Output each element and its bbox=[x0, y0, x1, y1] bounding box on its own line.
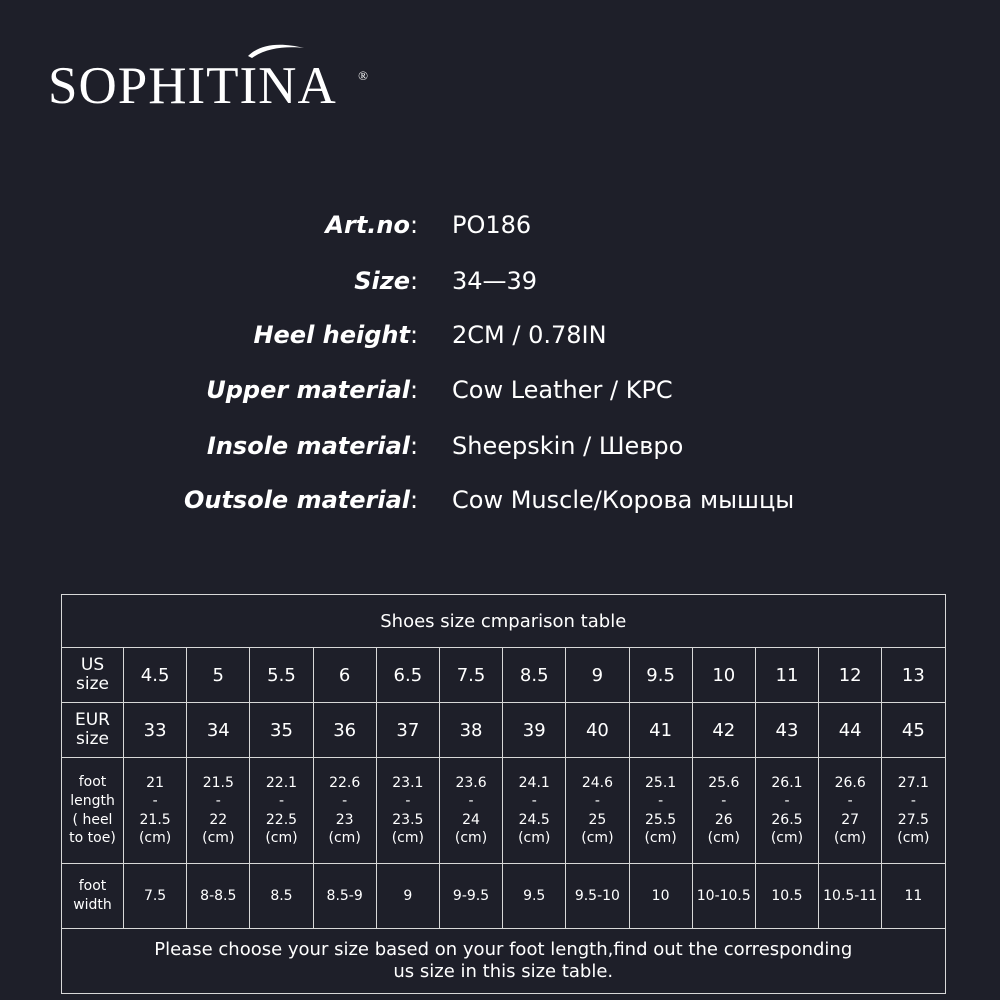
spec-row-art-no bbox=[0, 205, 1000, 245]
spec-row-outsole-material bbox=[0, 480, 1000, 520]
foot-length-line: (cm) bbox=[265, 829, 298, 846]
us-size-cell: 11 bbox=[755, 648, 818, 703]
foot-length-cell bbox=[692, 758, 755, 864]
spec-colon: : bbox=[410, 321, 419, 349]
eur-size-cell: 44 bbox=[819, 703, 882, 758]
foot-length-line: - bbox=[721, 793, 727, 810]
eur-size-cell: 33 bbox=[124, 703, 187, 758]
foot-length-line: 23.5 bbox=[392, 811, 424, 828]
foot-length-line: 22.1 bbox=[265, 775, 298, 792]
foot-width-cell: 8-8.5 bbox=[187, 864, 250, 929]
foot-length-line: - bbox=[215, 793, 221, 810]
us-size-cell: 8.5 bbox=[503, 648, 566, 703]
foot-length-line: 26.6 bbox=[834, 775, 866, 792]
eur-size-cell: 41 bbox=[629, 703, 692, 758]
size-comparison-table bbox=[61, 594, 946, 994]
header-line: size bbox=[76, 674, 109, 694]
spec-row-insole-material bbox=[0, 426, 1000, 466]
foot-length-line: (cm) bbox=[391, 829, 424, 846]
foot-length-line: - bbox=[784, 793, 790, 810]
foot-length-line: (cm) bbox=[770, 829, 804, 846]
foot-length-cell bbox=[439, 758, 502, 864]
foot-length-line: 26.5 bbox=[771, 811, 803, 828]
foot-length-line: 23 bbox=[335, 811, 354, 828]
foot-length-line: 26.1 bbox=[771, 775, 803, 792]
brand-logo bbox=[48, 40, 388, 120]
spec-label: Art.no bbox=[325, 211, 410, 239]
foot-length-line: 22.6 bbox=[329, 775, 361, 792]
foot-width-header bbox=[62, 864, 124, 929]
foot-length-row bbox=[62, 758, 946, 864]
foot-width-cell: 10.5-11 bbox=[819, 864, 882, 929]
eur-size-cell: 38 bbox=[439, 703, 502, 758]
spec-row-size bbox=[0, 261, 1000, 301]
foot-length-header bbox=[62, 758, 124, 864]
spec-value: 34—39 bbox=[452, 267, 538, 295]
foot-width-cell: 9-9.5 bbox=[439, 864, 502, 929]
spec-colon: : bbox=[410, 432, 419, 460]
brand-name: SOPHITINA bbox=[48, 57, 337, 115]
foot-length-line: 27 bbox=[841, 811, 860, 828]
foot-length-cell bbox=[250, 758, 313, 864]
foot-length-line: (cm) bbox=[834, 829, 867, 846]
foot-length-line: 25.5 bbox=[645, 811, 677, 828]
foot-length-line: (cm) bbox=[581, 829, 614, 846]
foot-length-line: - bbox=[342, 793, 348, 810]
us-size-cell: 12 bbox=[819, 648, 882, 703]
foot-width-cell: 10-10.5 bbox=[692, 864, 755, 929]
foot-length-line: (cm) bbox=[454, 829, 488, 846]
foot-length-line: (cm) bbox=[518, 829, 551, 846]
foot-length-line: (cm) bbox=[644, 829, 677, 846]
us-size-cell: 6.5 bbox=[376, 648, 439, 703]
spec-value: PO186 bbox=[452, 211, 532, 239]
spec-label: Outsole material bbox=[183, 486, 410, 514]
note-line: Please choose your size based on your foot length,find out the corresponding bbox=[154, 938, 853, 960]
header-line: ( heel bbox=[72, 811, 113, 828]
spec-value: 2CM / 0.78IN bbox=[452, 321, 607, 349]
foot-width-cell: 11 bbox=[882, 864, 945, 929]
foot-length-line: - bbox=[847, 793, 853, 810]
foot-length-line: 24.6 bbox=[581, 775, 613, 792]
foot-length-line: (cm) bbox=[707, 829, 740, 846]
foot-width-cell: 8.5 bbox=[250, 864, 313, 929]
foot-length-line: 21.5 bbox=[202, 775, 234, 792]
foot-length-line: 21 bbox=[146, 775, 164, 792]
foot-length-line: 23.6 bbox=[455, 775, 487, 792]
eur-size-cell: 35 bbox=[250, 703, 313, 758]
spec-value: Sheepskin / Шевро bbox=[452, 432, 684, 460]
us-size-cell: 10 bbox=[692, 648, 755, 703]
foot-width-cell: 9 bbox=[376, 864, 439, 929]
foot-length-line: - bbox=[910, 793, 916, 810]
spec-value: Cow Muscle/Корова мышцы bbox=[452, 486, 795, 514]
foot-length-line: (cm) bbox=[328, 829, 361, 846]
us-size-cell: 5 bbox=[187, 648, 250, 703]
spec-label: Size bbox=[354, 267, 410, 295]
foot-length-cell bbox=[566, 758, 629, 864]
us-size-row bbox=[62, 648, 946, 703]
us-size-cell: 4.5 bbox=[124, 648, 187, 703]
header-line: width bbox=[73, 897, 112, 913]
eur-size-cell: 34 bbox=[187, 703, 250, 758]
header-line: foot bbox=[78, 773, 107, 790]
header-line: EUR bbox=[75, 710, 110, 731]
eur-size-cell: 43 bbox=[755, 703, 818, 758]
us-size-header bbox=[62, 648, 124, 703]
foot-length-cell bbox=[124, 758, 187, 864]
foot-length-line: 25 bbox=[588, 811, 607, 828]
foot-length-cell bbox=[755, 758, 818, 864]
foot-length-line: 27.5 bbox=[897, 811, 929, 828]
us-size-cell: 9 bbox=[566, 648, 629, 703]
foot-width-cell: 9.5-10 bbox=[566, 864, 629, 929]
foot-length-line: 24 bbox=[462, 811, 480, 828]
foot-length-line: 25.6 bbox=[708, 775, 740, 792]
us-size-cell: 9.5 bbox=[629, 648, 692, 703]
spec-label: Upper material bbox=[206, 376, 410, 404]
eur-size-row bbox=[62, 703, 946, 758]
spec-colon: : bbox=[410, 211, 419, 239]
foot-length-line: 22.5 bbox=[265, 811, 298, 828]
us-size-cell: 7.5 bbox=[439, 648, 502, 703]
eur-size-cell: 39 bbox=[503, 703, 566, 758]
us-size-cell: 5.5 bbox=[250, 648, 313, 703]
eur-size-cell: 37 bbox=[376, 703, 439, 758]
eur-size-cell: 36 bbox=[313, 703, 376, 758]
foot-length-line: (cm) bbox=[202, 829, 235, 846]
spec-label: Heel height bbox=[253, 321, 410, 349]
eur-size-cell: 40 bbox=[566, 703, 629, 758]
foot-length-cell bbox=[503, 758, 566, 864]
spec-colon: : bbox=[410, 486, 419, 514]
foot-length-line: - bbox=[658, 793, 664, 810]
spec-colon: : bbox=[410, 267, 419, 295]
eur-size-header bbox=[62, 703, 124, 758]
foot-length-line: 25.1 bbox=[645, 775, 677, 792]
foot-width-cell: 10.5 bbox=[755, 864, 818, 929]
foot-width-row bbox=[62, 864, 946, 929]
foot-length-line: - bbox=[152, 793, 158, 810]
foot-length-line: - bbox=[278, 793, 284, 810]
foot-length-cell bbox=[882, 758, 945, 864]
foot-length-line: - bbox=[531, 793, 537, 810]
foot-length-cell bbox=[629, 758, 692, 864]
spec-label: Insole material bbox=[206, 432, 410, 460]
eur-size-cell: 42 bbox=[692, 703, 755, 758]
foot-length-line: 26 bbox=[714, 811, 733, 828]
foot-length-line: - bbox=[468, 793, 474, 810]
foot-length-line: (cm) bbox=[138, 829, 172, 846]
foot-length-line: 21.5 bbox=[139, 811, 171, 828]
header-line: US bbox=[80, 655, 105, 676]
foot-length-line: 24.5 bbox=[518, 811, 550, 828]
table-title: Shoes size cmparison table bbox=[62, 595, 946, 648]
header-line: length bbox=[70, 792, 115, 809]
spec-row-upper-material bbox=[0, 370, 1000, 410]
spec-colon: : bbox=[410, 376, 419, 404]
foot-length-line: - bbox=[405, 793, 411, 810]
note-line: us size in this size table. bbox=[393, 961, 614, 982]
us-size-cell: 13 bbox=[882, 648, 945, 703]
foot-length-line: 24.1 bbox=[518, 775, 550, 792]
header-line: to toe) bbox=[69, 830, 116, 847]
eur-size-cell: 45 bbox=[882, 703, 945, 758]
foot-length-line: 23.1 bbox=[392, 775, 424, 792]
foot-width-cell: 10 bbox=[629, 864, 692, 929]
foot-length-cell bbox=[187, 758, 250, 864]
spec-value: Cow Leather / KPC bbox=[452, 376, 673, 404]
foot-length-cell bbox=[313, 758, 376, 864]
foot-length-line: 22 bbox=[209, 811, 228, 828]
spec-row-heel-height bbox=[0, 315, 1000, 355]
us-size-cell: 6 bbox=[313, 648, 376, 703]
foot-length-line: (cm) bbox=[897, 829, 930, 846]
foot-length-line: 27.1 bbox=[897, 775, 929, 792]
foot-width-cell: 9.5 bbox=[503, 864, 566, 929]
foot-width-cell: 8.5-9 bbox=[313, 864, 376, 929]
size-note bbox=[62, 929, 946, 994]
foot-length-line: - bbox=[594, 793, 600, 810]
registered-mark: ® bbox=[358, 68, 368, 83]
header-line: foot bbox=[78, 878, 107, 895]
foot-length-cell bbox=[819, 758, 882, 864]
header-line: size bbox=[76, 729, 109, 749]
foot-length-cell bbox=[376, 758, 439, 864]
foot-width-cell: 7.5 bbox=[124, 864, 187, 929]
